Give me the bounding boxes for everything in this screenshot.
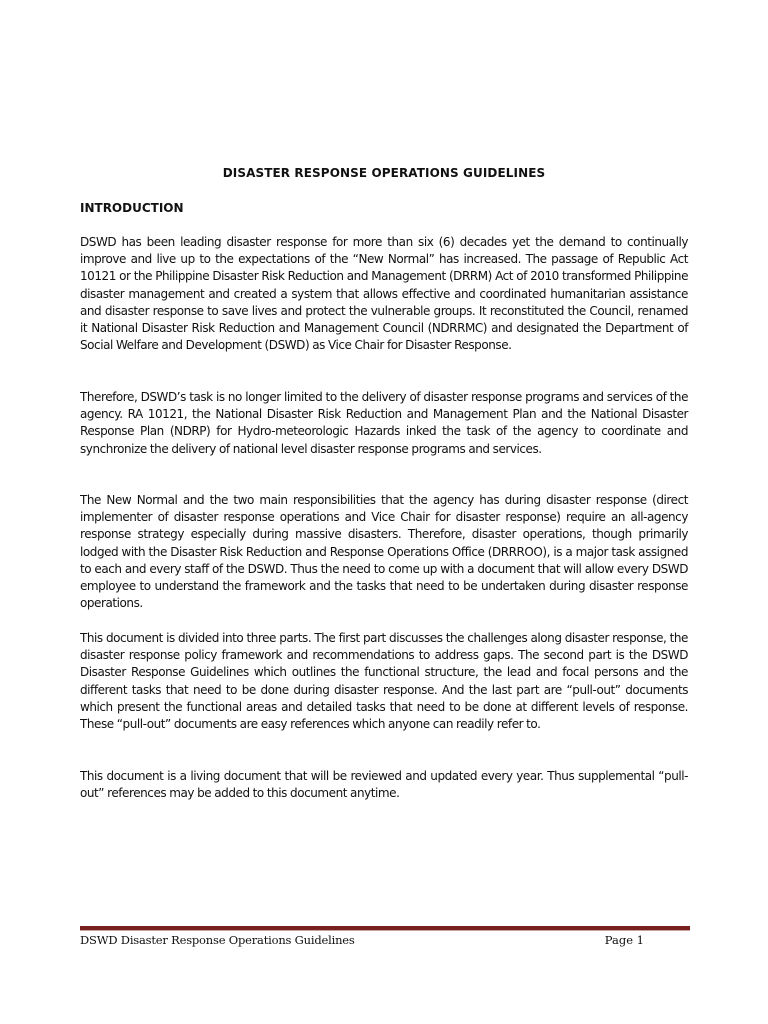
footer-document-name: DSWD Disaster Response Operations Guidelines: [80, 933, 355, 947]
paragraph-3: The New Normal and the two main responsibilities that the agency has during disaster response (direct implementer of disaster response operations and Vice Chair for disaster response) require an all-agency response strategy especially during massive disasters. Therefore, disaster operations, though primarily lodged with the Disaster Risk Reduction and Response Operations Office (DRRROO), is a major task assigned to each and every staff of the DSWD. Thus the need to come up with a document that will allow every DSWD employee to understand the framework and the tasks that need to be undertaken during disaster response operations.: [80, 493, 688, 611]
paragraph-1: DSWD has been leading disaster response for more than six (6) decades yet the demand to continually improve and live up to the expectations of the “New Normal” has increased. The passage of Republic Act 10121 or the Philippine Disaster Risk Reduction and Management (DRRM) Act of 2010 transformed Philippine disaster management and created a system that allows effective and coordinated humanitarian assistance and disaster response to save lives and protect the vulnerable groups. It reconstituted the Council, renamed it National Disaster Risk Reduction and Management Council (NDRRMC) and designated the Department of Social Welfare and Development (DSWD) as Vice Chair for Disaster Response.: [80, 235, 688, 353]
footer-page-number: Page 1: [604, 933, 644, 947]
document-title: DISASTER RESPONSE OPERATIONS GUIDELINES: [222, 166, 546, 180]
footer-divider: [80, 926, 690, 931]
paragraph-2: Therefore, DSWD’s task is no longer limited to the delivery of disaster response programs and services of the agency. RA 10121, the National Disaster Risk Reduction and Management Plan and the National Disaster Response Plan (NDRP) for Hydro-meteorologic Hazards inked the task of the agency to coordinate and synchronize the delivery of national level disaster response programs and services.: [80, 390, 688, 456]
section-heading-introduction: INTRODUCTION: [80, 201, 184, 215]
paragraph-4: This document is divided into three parts. The first part discusses the challenges along disaster response, the disaster response policy framework and recommendations to address gaps. The second part is the DSWD Disaster Response Guidelines which outlines the functional structure, the lead and focal persons and the different tasks that need to be done during disaster response. And the last part are “pull-out” documents which present the functional areas and detailed tasks that need to be done at different levels of response. These “pull-out” documents are easy references which anyone can readily refer to.: [80, 631, 688, 732]
paragraph-5: This document is a living document that will be reviewed and updated every year. Thus supplemental “pull-out” references may be added to this document anytime.: [80, 769, 688, 801]
